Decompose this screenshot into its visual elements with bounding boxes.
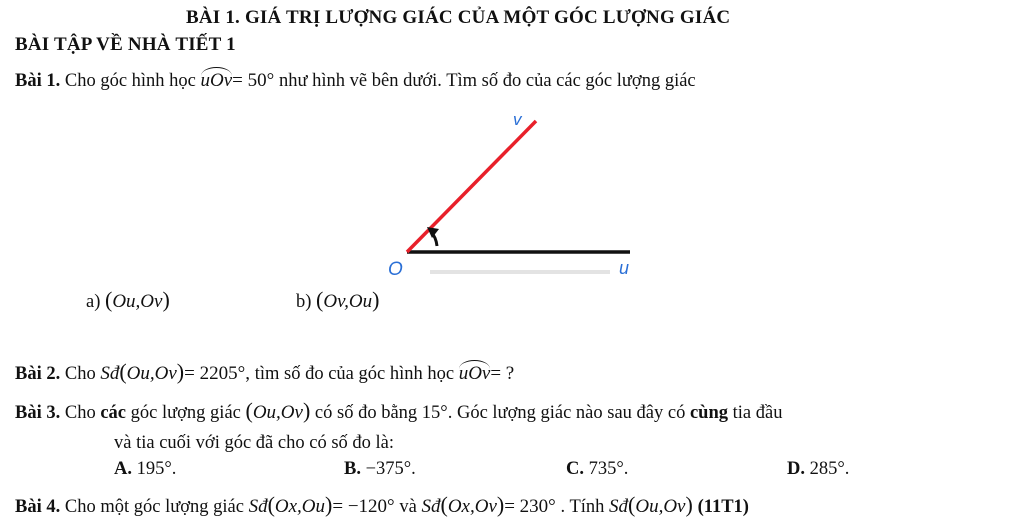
label-u: u <box>619 258 630 278</box>
bai1-text-after: như hình vẽ bên dưới. Tìm số đo của các góc lượng giác <box>279 71 696 91</box>
bai4-sd-2: Sđ <box>421 496 441 517</box>
page-title: BÀI 1. GIÁ TRỊ LƯỢNG GIÁC CỦA MỘT GÓC LƯỢNG GIÁC <box>186 7 731 28</box>
option-a-letter: A. <box>114 459 132 479</box>
bai2-label: Bài 2. <box>15 364 61 384</box>
bai2-tail: = ? <box>490 363 515 384</box>
bai4-line: Bài 4. Cho một góc lượng giác Sđ(Ox,Ou)= −120° và Sđ(Ox,Ov)= 230° . Tính Sđ(Ou,Ov) (11T1) <box>15 492 749 517</box>
bai1-angle: uOv <box>200 70 233 91</box>
option-c-letter: C. <box>566 459 584 479</box>
label-o: O <box>388 259 403 280</box>
bai4-pair1: Ox,Ou <box>274 496 326 517</box>
bai1-text-before: Cho góc hình học <box>64 71 196 91</box>
angle-figure <box>385 105 645 290</box>
bai2-pair: Ou,Ov <box>126 363 177 384</box>
arrowhead-icon <box>427 227 439 238</box>
bai2-text2: tìm số đo của góc hình học <box>254 364 455 384</box>
option-a-value: Ou,Ov <box>112 291 163 312</box>
bai3-text1: Cho <box>64 403 96 423</box>
bai4-text2: . Tính <box>560 497 605 517</box>
bai4-tag: (11T1) <box>697 497 749 517</box>
option-b-label: b) <box>296 292 312 312</box>
page-subtitle: BÀI TẬP VỀ NHÀ TIẾT 1 <box>15 34 236 55</box>
bai3-text5: tia đầu <box>732 403 783 423</box>
bai4-eq2: = 230° <box>504 496 556 517</box>
bai1-math <box>201 70 279 91</box>
bai4-and: và <box>399 497 417 517</box>
bai3-option-b <box>344 459 416 480</box>
bai2-equals: = 2205°, <box>184 363 250 384</box>
bai2-line: Bài 2. Cho Sđ(Ou,Ov)= 2205°, tìm số đo của góc hình học uOv= ? <box>15 359 515 384</box>
bai4-pair2: Ox,Ov <box>447 496 497 517</box>
ray-ov <box>407 121 536 252</box>
option-b-value: Ov,Ou <box>323 291 373 312</box>
label-v: v <box>513 110 522 129</box>
bai2-sd: Sđ <box>100 363 120 384</box>
bai4-text1: Cho một góc lượng giác <box>64 497 244 517</box>
bai1-label: Bài 1. <box>15 71 61 91</box>
bai3-line2: và tia cuối với góc đã cho có số đo là: <box>114 433 395 453</box>
bai4-eq1: = −120° <box>332 496 395 517</box>
option-c-deg: 735°. <box>588 459 629 479</box>
option-d-letter: D. <box>787 459 805 479</box>
option-a-label: a) <box>86 292 101 312</box>
bai1-option-b: b) (Ov,Ou) <box>296 287 380 312</box>
bai3-bold1: các <box>100 403 127 423</box>
bai4-label: Bài 4. <box>15 497 61 517</box>
bai3-text4: Góc lượng giác nào sau đây có <box>456 403 686 423</box>
bai4-sd-3: Sđ <box>609 496 629 517</box>
bai3-option-c <box>566 459 628 480</box>
bai3-label: Bài 3. <box>15 403 61 423</box>
option-b-letter: B. <box>344 459 361 479</box>
option-d-deg: 285°. <box>809 459 850 479</box>
bai3-option-d <box>787 459 849 480</box>
bai3-text3: có số đo bằng <box>314 403 418 423</box>
bai4-pair3: Ou,Ov <box>635 496 686 517</box>
option-a-deg: 195°. <box>136 459 177 479</box>
bai4-sd-1: Sđ <box>248 496 268 517</box>
bai1-line <box>15 70 696 92</box>
option-b-deg: −375°. <box>365 459 416 479</box>
bai3-option-a <box>114 459 176 480</box>
bai2-angle: uOv <box>458 363 491 384</box>
bai3-text2: góc lượng giác <box>130 403 241 423</box>
bai1-equals: = 50° <box>232 70 275 91</box>
bai3-pair: Ou,Ov <box>252 402 303 423</box>
bai2-text1: Cho <box>64 364 96 384</box>
bai3-line1: Bài 3. Cho các góc lượng giác (Ou,Ov) có số đo bằng 15°. Góc lượng giác nào sau đây có cùng tia đầu <box>15 398 783 423</box>
bai3-bold2: cùng <box>689 403 729 423</box>
bai3-deg: 15°. <box>421 403 453 423</box>
bai1-option-a: a) (Ou,Ov) <box>86 287 170 312</box>
